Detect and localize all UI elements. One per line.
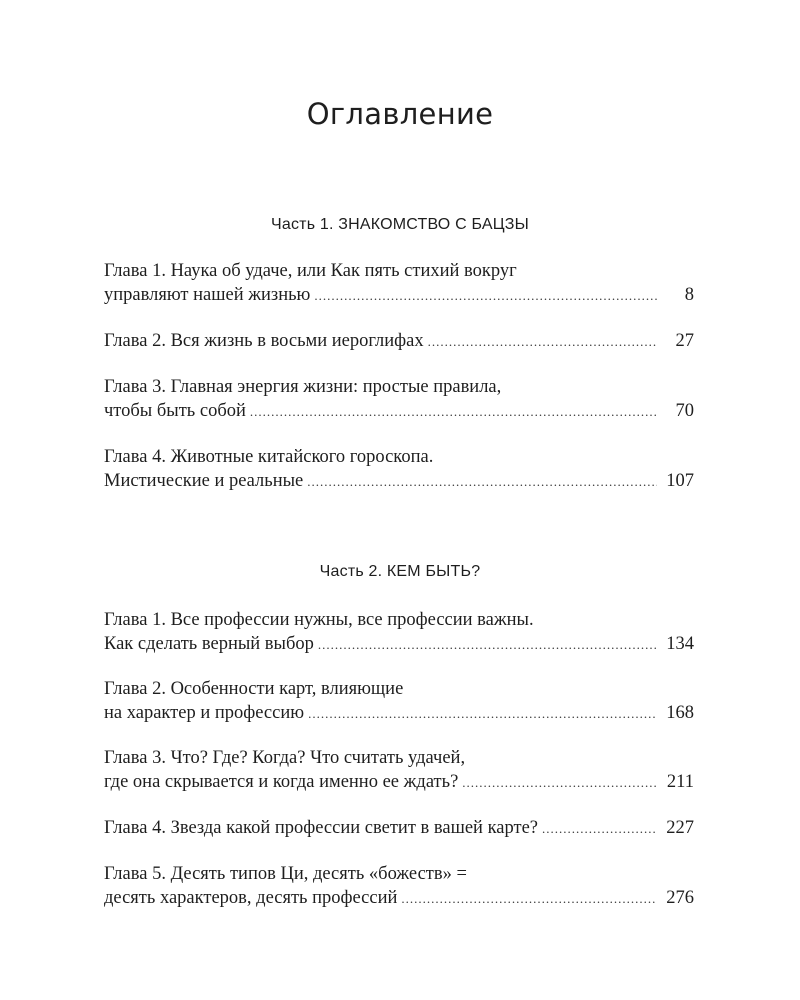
dot-leader — [401, 887, 657, 911]
dot-leader — [462, 771, 657, 795]
chapter-title-line: Глава 4. Животные китайского гороскопа. — [104, 447, 434, 467]
chapter-title-line: Мистические и реальные — [104, 471, 304, 491]
page-number: 168 — [666, 703, 694, 723]
toc-entry-part2-chapter4[interactable] — [104, 816, 694, 841]
toc-entry-part1-chapter4[interactable] — [104, 445, 694, 494]
page-title: Оглавление — [306, 97, 494, 131]
chapter-title-line: Глава 3. Что? Где? Когда? Что считать удачей, — [104, 748, 466, 768]
chapter-title-line: Глава 5. Десять типов Ци, десять «божеств» = — [104, 864, 467, 884]
chapter-title-line: где она скрывается и когда именно ее ждать? — [104, 772, 459, 792]
page-number: 8 — [684, 285, 694, 305]
part-heading-1: Часть 1. ЗНАКОМСТВО С БАЦЗЫ — [271, 216, 529, 233]
toc-entry-part1-chapter1[interactable] — [104, 259, 694, 308]
toc-entry-part2-chapter5[interactable] — [104, 862, 694, 911]
chapter-title-line: Глава 1. Все профессии нужны, все профессии важны. — [104, 610, 534, 630]
page-number: 70 — [675, 401, 694, 421]
chapter-title-line: на характер и профессию — [104, 703, 305, 723]
chapter-title-line: Глава 2. Особенности карт, влияющие — [104, 679, 404, 699]
page-number: 107 — [666, 471, 694, 491]
toc-entry-part2-chapter3[interactable] — [104, 746, 694, 795]
chapter-title-line: десять характеров, десять профессий — [104, 888, 398, 908]
chapter-title-line: Как сделать верный выбор — [104, 634, 314, 654]
toc-entry-part2-chapter1[interactable] — [104, 608, 694, 657]
toc-entry-part2-chapter2[interactable] — [104, 677, 694, 726]
chapter-title-line: Глава 3. Главная энергия жизни: простые правила, — [104, 377, 502, 397]
dot-leader — [428, 330, 657, 354]
dot-leader — [308, 702, 657, 726]
chapter-title-line: управляют нашей жизнью — [104, 285, 311, 305]
page-number: 276 — [666, 888, 694, 908]
dot-leader — [250, 400, 657, 424]
chapter-title-line: Глава 2. Вся жизнь в восьми иероглифах — [104, 331, 424, 351]
page-number: 211 — [666, 772, 694, 792]
page-number: 134 — [666, 634, 694, 654]
dot-leader — [542, 817, 657, 841]
dot-leader — [314, 284, 657, 308]
toc-entry-part1-chapter2[interactable] — [104, 329, 694, 354]
chapter-title-line: Глава 1. Наука об удаче, или Как пять стихий вокруг — [104, 261, 517, 281]
part-heading-2: Часть 2. КЕМ БЫТЬ? — [319, 563, 481, 580]
dot-leader — [318, 633, 657, 657]
toc-entry-part1-chapter3[interactable] — [104, 375, 694, 424]
chapter-title-line: Глава 4. Звезда какой профессии светит в вашей карте? — [104, 818, 539, 838]
page-number: 227 — [666, 818, 694, 838]
page-number: 27 — [675, 331, 694, 351]
dot-leader — [307, 470, 657, 494]
chapter-title-line: чтобы быть собой — [104, 401, 246, 421]
